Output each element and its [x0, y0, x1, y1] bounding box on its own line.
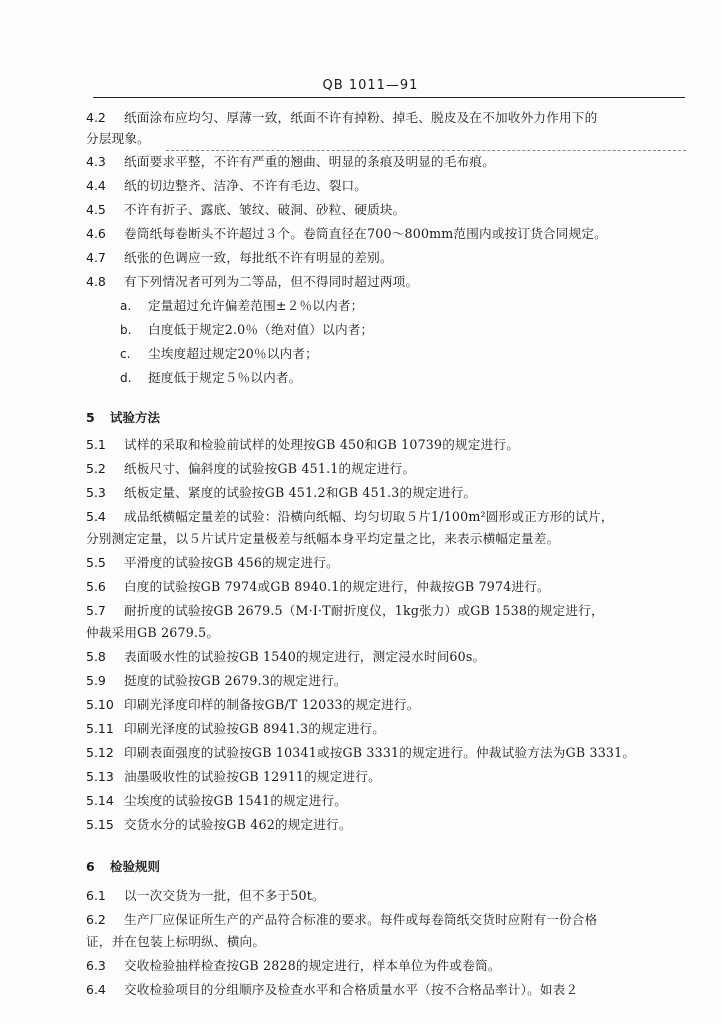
section-5-heading: 5 试验方法 [86, 410, 161, 425]
clause-4-2-cont: 分层现象。 [86, 131, 150, 146]
clause-5-10: 5.10 印刷光泽度印样的制备按GB/T 12033的规定进行。 [86, 697, 420, 712]
clause-5-11: 5.11 印刷光泽度的试验按GB 8941.3的规定进行。 [86, 721, 386, 736]
clause-5-13: 5.13 油墨吸收性的试验按GB 12911的规定进行。 [86, 769, 381, 784]
clause-5-6: 5.6 白度的试验按GB 7974或GB 8940.1的规定进行，仲裁按GB 7974进行。 [86, 579, 550, 594]
clause-5-5: 5.5 平滑度的试验按GB 456的规定进行。 [86, 555, 339, 570]
page-header [0, 78, 721, 93]
clause-5-7: 5.7 耐折度的试验按GB 2679.5（M·I·T耐折度仪，1kg张力）或GB 1538的规定进行， [86, 603, 604, 618]
clause-4-5: 4.5 不许有折子、露底、皱纹、破洞、砂粒、硬质块。 [86, 202, 406, 217]
clause-6-2-cont: 证，并在包装上标明纵、横向。 [86, 934, 266, 949]
clause-6-4: 6.4 交收检验项目的分组顺序及检查水平和合格质量水平（按不合格品率计）。如表２ [86, 982, 579, 997]
scan-artifact-line [166, 150, 686, 151]
clause-4-3: 4.3 纸面要求平整，不许有严重的翘曲、明显的条痕及明显的毛布痕。 [86, 154, 496, 169]
subitem-b: b. 白度低于规定2.0％（绝对值）以内者； [120, 322, 374, 337]
clause-6-3: 6.3 交收检验抽样检查按GB 2828的规定进行，样本单位为件或卷筒。 [86, 958, 501, 973]
clause-5-14: 5.14 尘埃度的试验按GB 1541的规定进行。 [86, 793, 348, 808]
clause-6-2: 6.2 生产厂应保证所生产的产品符合标准的要求。每件或每卷筒纸交货时应附有一份合格 [86, 912, 598, 927]
section-6-heading: 6 检验规则 [86, 859, 161, 874]
clause-5-12: 5.12 印刷表面强度的试验按GB 10341或按GB 3331的规定进行。仲裁试验方法为GB 3331。 [86, 745, 636, 760]
clause-4-7: 4.7 纸张的色调应一致，每批纸不许有明显的差别。 [86, 250, 393, 265]
subitem-d: d. 挺度低于规定５％以内者。 [120, 370, 302, 385]
clause-5-7-cont: 仲裁采用GB 2679.5。 [86, 625, 220, 640]
clause-4-6: 4.6 卷筒纸每卷断头不许超过３个。卷筒直径在700～800mm范围内或按订货合同规定。 [86, 226, 607, 241]
standard-code: QB 1011—91 [322, 78, 419, 93]
clause-5-15: 5.15 交货水分的试验按GB 462的规定进行。 [86, 817, 352, 832]
clause-5-2: 5.2 纸板尺寸、偏斜度的试验按GB 451.1的规定进行。 [86, 461, 416, 476]
clause-5-3: 5.3 纸板定量、紧度的试验按GB 451.2和GB 451.3的规定进行。 [86, 485, 477, 500]
clause-6-1: 6.1 以一次交货为一批，但不多于50t。 [86, 888, 325, 903]
clause-5-9: 5.9 挺度的试验按GB 2679.3的规定进行。 [86, 673, 347, 688]
clause-5-8: 5.8 表面吸水性的试验按GB 1540的规定进行，测定浸水时间60s。 [86, 649, 486, 664]
clause-5-1: 5.1 试样的采取和检验前试样的处理按GB 450和GB 10739的规定进行。 [86, 437, 519, 452]
header-rule [93, 97, 685, 98]
clause-5-4-cont: 分别测定定量，以５片试片定量极差与纸幅本身平均定量之比，来表示横幅定量差。 [86, 531, 560, 546]
clause-4-8: 4.8 有下列情况者可列为二等品，但不得同时超过两项。 [86, 274, 419, 289]
subitem-c: c. 尘埃度超过规定20％以内者； [120, 346, 318, 361]
clause-4-2: 4.2 纸面涂布应均匀、厚薄一致，纸面不许有掉粉、掉毛、脱皮及在不加收外力作用下的 [86, 110, 598, 125]
clause-4-4: 4.4 纸的切边整齐、洁净、不许有毛边、裂口。 [86, 178, 368, 193]
clause-5-4: 5.4 成品纸横幅定量差的试验：沿横向纸幅、均匀切取５片1/100m²圆形或正方形的试片， [86, 509, 614, 524]
subitem-a: a. 定量超过允许偏差范围±２％以内者； [120, 298, 364, 313]
